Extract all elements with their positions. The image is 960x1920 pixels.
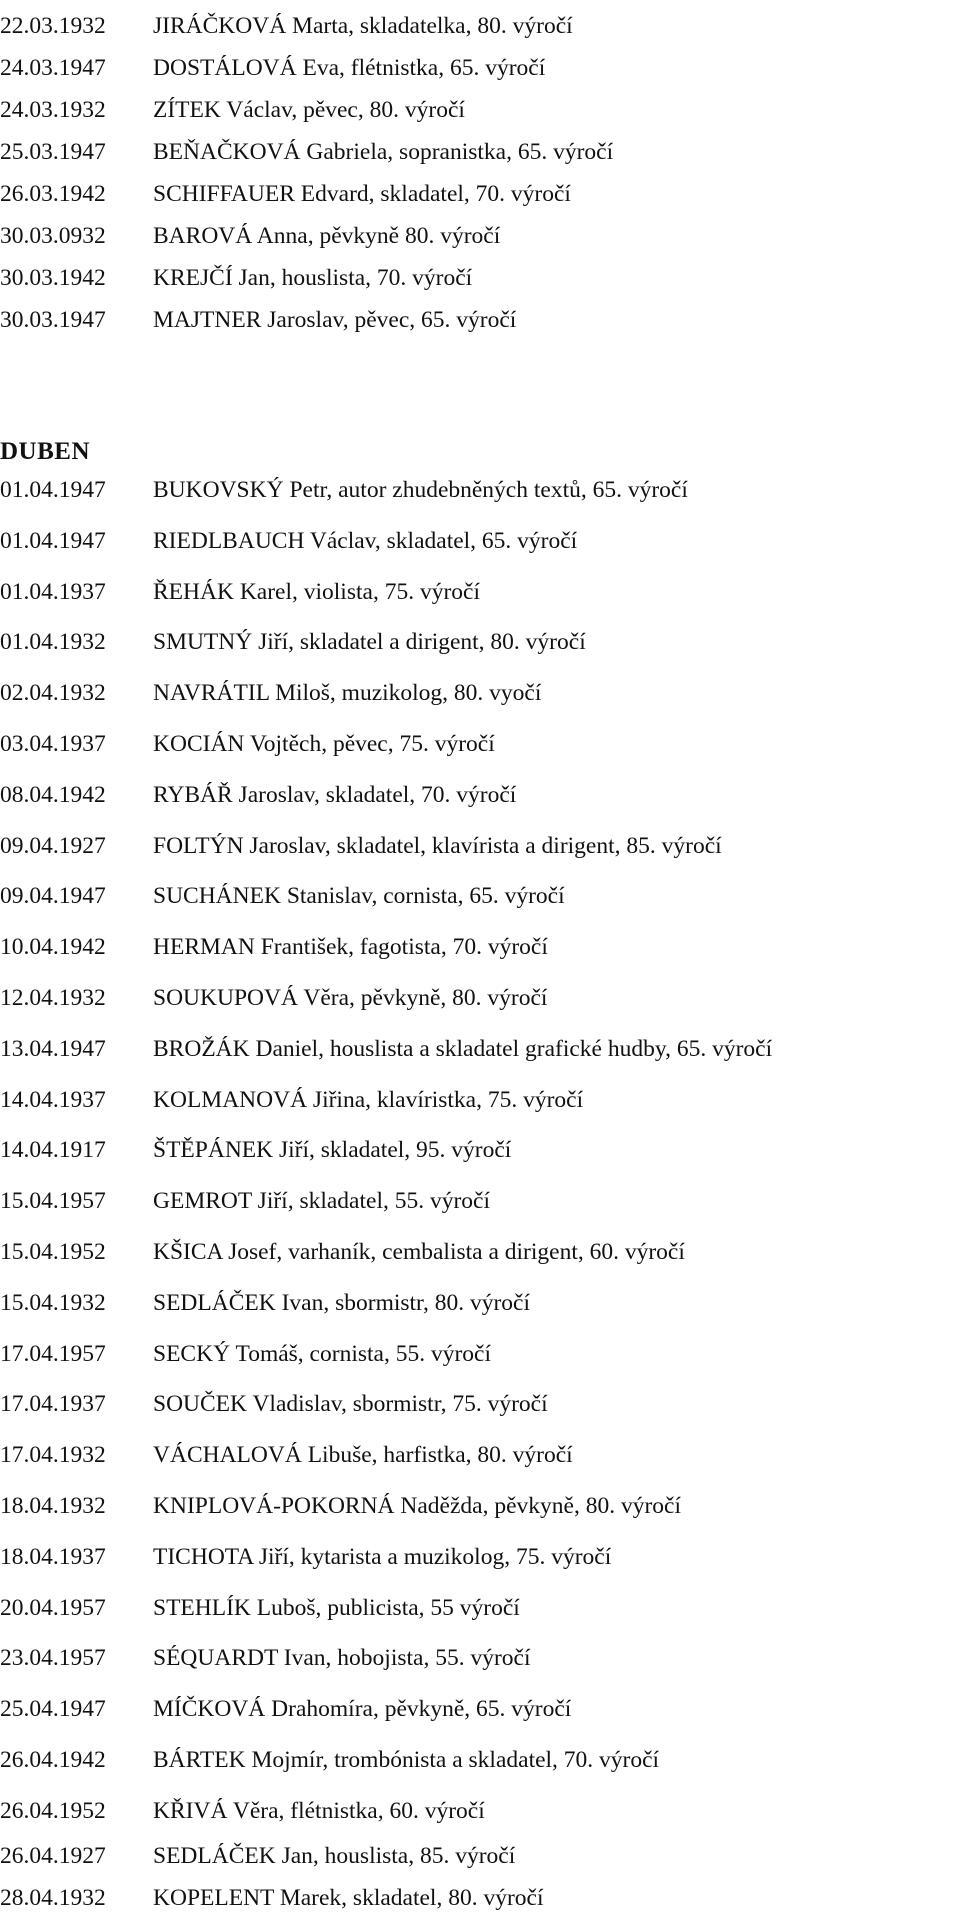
entry-text: NAVRÁTIL Miloš, muzikolog, 80. vyočí (153, 680, 542, 706)
entry-text: DOSTÁLOVÁ Eva, flétnistka, 65. výročí (153, 55, 546, 81)
entry-text: HERMAN František, fagotista, 70. výročí (153, 934, 548, 960)
list-item (0, 1689, 960, 1729)
list-item (0, 1836, 960, 1876)
list-item (0, 927, 960, 967)
list-item (0, 1130, 960, 1170)
entry-text: KŘIVÁ Věra, flétnistka, 60. výročí (153, 1798, 485, 1824)
entry-date: 03.04.1937 (0, 731, 106, 757)
entry-text: ŠTĚPÁNEK Jiří, skladatel, 95. výročí (153, 1137, 512, 1163)
entry-text: RYBÁŘ Jaroslav, skladatel, 70. výročí (153, 782, 517, 808)
entry-text: FOLTÝN Jaroslav, skladatel, klavírista a dirigent, 85. výročí (153, 833, 722, 859)
entry-date: 13.04.1947 (0, 1036, 106, 1062)
entry-date: 02.04.1932 (0, 680, 106, 706)
list-item (0, 470, 960, 510)
entry-date: 28.04.1932 (0, 1885, 106, 1911)
entry-text: KNIPLOVÁ-POKORNÁ Naděžda, pěvkyně, 80. výročí (153, 1493, 681, 1519)
entry-text: BROŽÁK Daniel, houslista a skladatel grafické hudby, 65. výročí (153, 1036, 773, 1062)
entry-date: 01.04.1947 (0, 528, 106, 554)
entry-text: RIEDLBAUCH Václav, skladatel, 65. výročí (153, 528, 578, 554)
entry-date: 14.04.1917 (0, 1137, 106, 1163)
list-item (0, 521, 960, 561)
list-item (0, 216, 960, 256)
entry-date: 01.04.1947 (0, 477, 106, 503)
list-item (0, 1029, 960, 1069)
list-item (0, 48, 960, 88)
entry-date: 30.03.1942 (0, 265, 106, 291)
entry-text: BUKOVSKÝ Petr, autor zhudebněných textů, 65. výročí (153, 477, 688, 503)
list-item (0, 1384, 960, 1424)
entry-text: JIRÁČKOVÁ Marta, skladatelka, 80. výročí (153, 13, 573, 39)
entry-date: 30.03.0932 (0, 223, 106, 249)
list-item (0, 90, 960, 130)
list-item (0, 1334, 960, 1374)
list-item (0, 622, 960, 662)
list-item (0, 775, 960, 815)
list-item (0, 1232, 960, 1272)
entry-date: 26.04.1952 (0, 1798, 106, 1824)
entry-date: 22.03.1932 (0, 13, 106, 39)
entry-date: 10.04.1942 (0, 934, 106, 960)
list-item (0, 300, 960, 340)
entry-date: 09.04.1927 (0, 833, 106, 859)
entry-date: 17.04.1957 (0, 1341, 106, 1367)
list-item (0, 1181, 960, 1221)
list-item (0, 6, 960, 46)
list-item (0, 1486, 960, 1526)
entry-text: SUCHÁNEK Stanislav, cornista, 65. výročí (153, 883, 565, 909)
entry-text: SEDLÁČEK Ivan, sbormistr, 80. výročí (153, 1290, 530, 1316)
list-item (0, 1435, 960, 1475)
entry-text: KŠICA Josef, varhaník, cembalista a dirigent, 60. výročí (153, 1239, 685, 1265)
entry-text: BÁRTEK Mojmír, trombónista a skladatel, 70. výročí (153, 1747, 660, 1773)
list-item (0, 1588, 960, 1628)
entry-text: SEDLÁČEK Jan, houslista, 85. výročí (153, 1843, 516, 1869)
entry-date: 25.03.1947 (0, 139, 106, 165)
entry-date: 26.04.1927 (0, 1843, 106, 1869)
entry-date: 12.04.1932 (0, 985, 106, 1011)
entry-date: 25.04.1947 (0, 1696, 106, 1722)
entry-date: 18.04.1937 (0, 1544, 106, 1570)
entry-text: SOUKUPOVÁ Věra, pěvkyně, 80. výročí (153, 985, 548, 1011)
entry-text: VÁCHALOVÁ Libuše, harfistka, 80. výročí (153, 1442, 573, 1468)
list-item (0, 1638, 960, 1678)
entry-text: KOCIÁN Vojtěch, pěvec, 75. výročí (153, 731, 495, 757)
entry-date: 17.04.1932 (0, 1442, 106, 1468)
entry-text: BEŇAČKOVÁ Gabriela, sopranistka, 65. výročí (153, 139, 614, 165)
entry-text: SOUČEK Vladislav, sbormistr, 75. výročí (153, 1391, 548, 1417)
entry-text: SÉQUARDT Ivan, hobojista, 55. výročí (153, 1645, 531, 1671)
entry-text: ŘEHÁK Karel, violista, 75. výročí (153, 579, 480, 605)
entry-text: TICHOTA Jiří, kytarista a muzikolog, 75. výročí (153, 1544, 612, 1570)
list-item (0, 1080, 960, 1120)
entry-date: 01.04.1932 (0, 629, 106, 655)
entry-text: ZÍTEK Václav, pěvec, 80. výročí (153, 97, 465, 123)
entry-text: MÍČKOVÁ Drahomíra, pěvkyně, 65. výročí (153, 1696, 572, 1722)
entry-date: 30.03.1947 (0, 307, 106, 333)
list-item (0, 724, 960, 764)
list-item (0, 572, 960, 612)
entry-text: BAROVÁ Anna, pěvkyně 80. výročí (153, 223, 501, 249)
entry-date: 18.04.1932 (0, 1493, 106, 1519)
list-item (0, 132, 960, 172)
entry-text: KOPELENT Marek, skladatel, 80. výročí (153, 1885, 544, 1911)
entry-date: 08.04.1942 (0, 782, 106, 808)
entry-date: 15.04.1952 (0, 1239, 106, 1265)
list-item (0, 1537, 960, 1577)
entry-date: 15.04.1957 (0, 1188, 106, 1214)
entry-text: GEMROT Jiří, skladatel, 55. výročí (153, 1188, 491, 1214)
entry-date: 14.04.1937 (0, 1087, 106, 1113)
list-item (0, 1283, 960, 1323)
list-item (0, 258, 960, 298)
entry-date: 15.04.1932 (0, 1290, 106, 1316)
entry-text: SECKÝ Tomáš, cornista, 55. výročí (153, 1341, 491, 1367)
list-item (0, 826, 960, 866)
entry-text: SMUTNÝ Jiří, skladatel a dirigent, 80. výročí (153, 629, 586, 655)
list-item (0, 876, 960, 916)
entry-date: 26.03.1942 (0, 181, 106, 207)
list-item (0, 673, 960, 713)
entry-date: 09.04.1947 (0, 883, 106, 909)
entry-text: MAJTNER Jaroslav, pěvec, 65. výročí (153, 307, 517, 333)
list-item (0, 1740, 960, 1780)
list-item (0, 978, 960, 1018)
entry-date: 26.04.1942 (0, 1747, 106, 1773)
list-item (0, 1791, 960, 1831)
entry-date: 20.04.1957 (0, 1595, 106, 1621)
entry-date: 24.03.1947 (0, 55, 106, 81)
entry-date: 17.04.1937 (0, 1391, 106, 1417)
list-item (0, 1878, 960, 1918)
entry-text: SCHIFFAUER Edvard, skladatel, 70. výročí (153, 181, 571, 207)
entry-date: 24.03.1932 (0, 97, 106, 123)
month-heading: DUBEN (0, 438, 91, 465)
entry-date: 01.04.1937 (0, 579, 106, 605)
entry-text: KREJČÍ Jan, houslista, 70. výročí (153, 265, 473, 291)
entry-text: KOLMANOVÁ Jiřina, klavíristka, 75. výročí (153, 1087, 584, 1113)
entry-text: STEHLÍK Luboš, publicista, 55 výročí (153, 1595, 520, 1621)
entry-date: 23.04.1957 (0, 1645, 106, 1671)
list-item (0, 174, 960, 214)
